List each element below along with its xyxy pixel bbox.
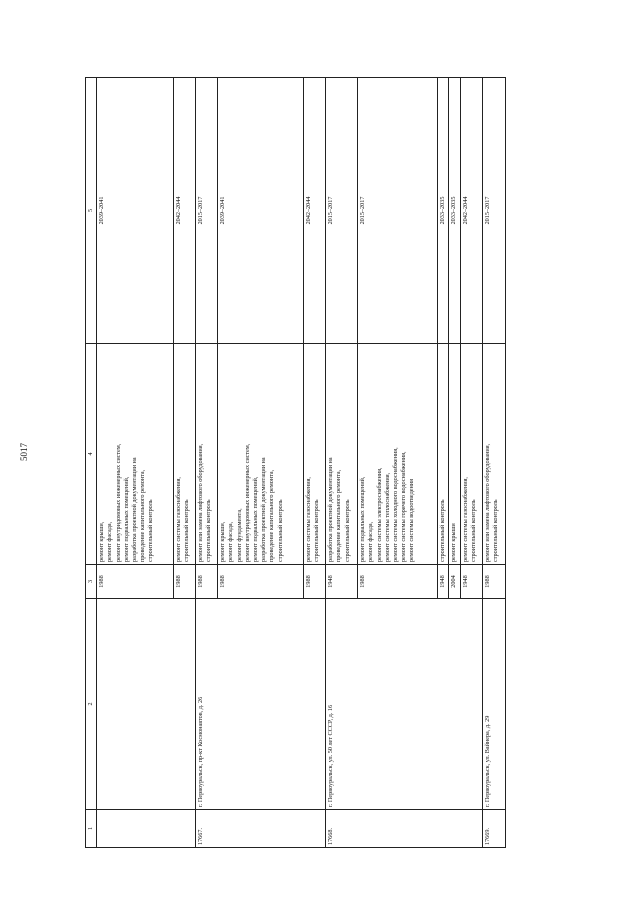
table-row [482,78,505,848]
header-col-4: 4 [86,344,97,565]
year-cell: 1988 [482,565,505,599]
year-cell: 1988 [218,565,304,599]
works-cell: ремонт подвальных помещений, ремонт фасада, ремонт системы электроснабжения, ремонт системы теплоснабжения, ремонт системы холодного водоснабжения, ремонт системы горячего водоснабжения, ремонт системы водоотведения [358,344,438,565]
works-cell: ремонт крыши, ремонт фасада, ремонт фундамента, ремонт внутридомовых инженерных систем, ремонт подвальных помещений, разработка проектной документации на проведение капитального ремонта, строительный контроль [218,344,304,565]
year-cell: 1988 [97,565,174,599]
header-col-3: 3 [86,565,97,599]
period-cell: 2042–2044 [460,78,482,344]
page-number: 5017 [19,443,29,461]
works-cell: ремонт или замена лифтового оборудования, строительный контроль [196,344,218,565]
row-number-cell: 17669. [482,810,505,848]
period-cell: 2039–2041 [218,78,304,344]
works-cell: разработка проектной документации на проведение капитального ремонта, строительный контроль [326,344,358,565]
row-number-cell: 17668. [326,810,482,848]
year-cell: 2004 [449,565,460,599]
year-cell: 1948 [460,565,482,599]
period-cell: 2015–2017 [326,78,358,344]
header-col-5: 5 [86,78,97,344]
table-row [326,78,358,848]
works-cell: ремонт крыши, ремонт фасада, ремонт внутридомовых инженерных систем, ремонт подвальных помещений, разработка проектной документации на проведение капитального ремонта, строительный контроль [97,344,174,565]
address-cell: г. Первоуральск, ул. 50 лет СССР, д. 16 [326,599,482,810]
capital-repair-table [85,77,506,848]
works-cell: ремонт системы газоснабжения, строительный контроль [174,344,196,565]
address-cell: г. Первоуральск, ул. Вайнера, д. 29 [482,599,505,810]
header-col-2: 2 [86,599,97,810]
period-cell: 2042–2044 [174,78,196,344]
period-cell: 2015–2017 [358,78,438,344]
works-cell: ремонт или замена лифтового оборудования, строительный контроль [482,344,505,565]
works-cell: ремонт крыши [449,344,460,565]
year-cell: 1948 [438,565,449,599]
year-cell: 1988 [196,565,218,599]
year-cell: 1988 [304,565,326,599]
period-cell: 2015–2017 [196,78,218,344]
works-cell: ремонт системы газоснабжения, строительный контроль [460,344,482,565]
table-row [97,78,174,848]
header-row [86,78,97,848]
header-col-1: 1 [86,810,97,848]
period-cell: 2033–2035 [449,78,460,344]
period-cell: 2015–2017 [482,78,505,344]
year-cell: 1948 [326,565,358,599]
works-cell: ремонт системы газоснабжения, строительный контроль [304,344,326,565]
year-cell: 1988 [358,565,438,599]
year-cell: 1988 [174,565,196,599]
address-cell: г. Первоуральск, пр-кт Космонавтов, д. 26 [196,599,326,810]
row-number-cell [97,810,196,848]
period-cell: 2042–2044 [304,78,326,344]
address-cell [97,599,196,810]
table-row [196,78,218,848]
rotated-table-container [85,78,563,848]
period-cell: 2033–2035 [438,78,449,344]
works-cell: строительный контроль [438,344,449,565]
row-number-cell: 17667. [196,810,326,848]
period-cell: 2039–2041 [97,78,174,344]
